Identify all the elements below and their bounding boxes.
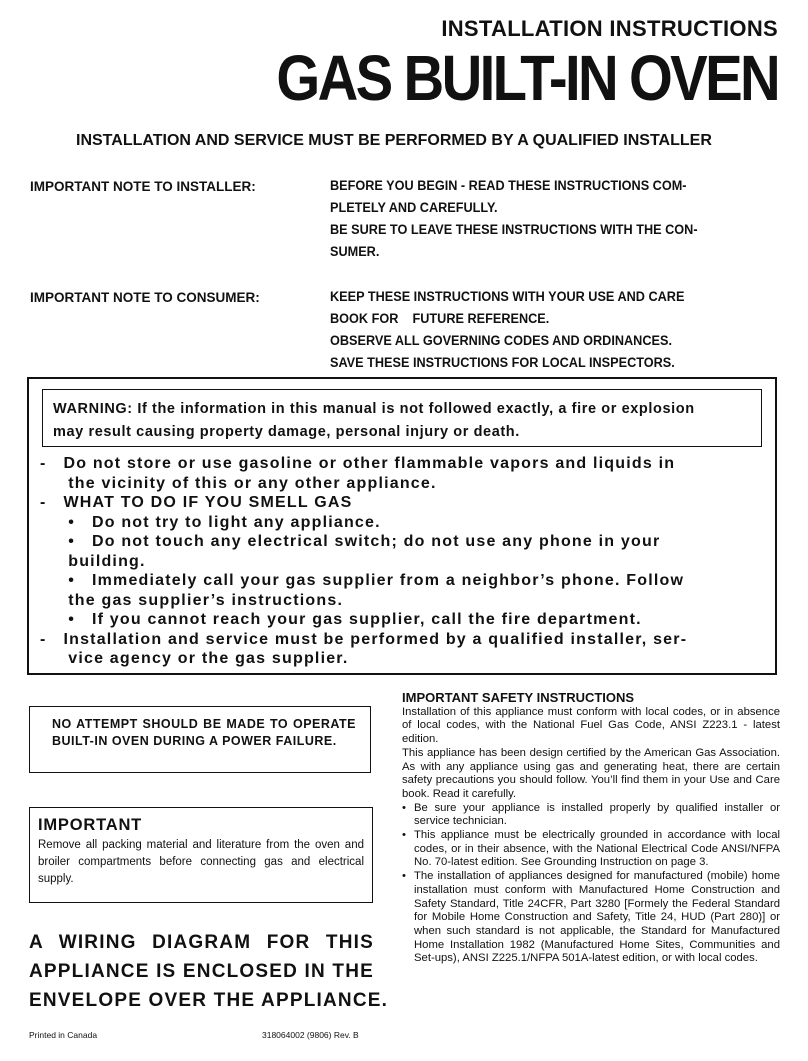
consumer-note-label: IMPORTANT NOTE TO CONSUMER: bbox=[30, 290, 260, 305]
page-title: GAS BUILT-IN OVEN bbox=[276, 42, 778, 114]
warning-list-line: - WHAT TO DO IF YOU SMELL GAS bbox=[40, 494, 353, 511]
installer-note-line: SUMER. bbox=[330, 244, 380, 259]
warning-list-line: building. bbox=[40, 552, 146, 570]
wiring-line: ENVELOPE OVER THE APPLIANCE. bbox=[29, 990, 389, 1011]
safety-bullet bbox=[402, 829, 780, 870]
bullet-icon: • bbox=[402, 870, 406, 883]
bullet-icon: • bbox=[402, 829, 406, 842]
safety-bullet-text: The installation of appliances designed for manufactured (mobile) home installation must conform with Manufactured Home Construction and Safety Standard, Title 24CFR, Part 3280 [Formely the Federal Standard for Mobile Home Construction and Safety, Title 24, HUD (Part 280)] or when such standard is not applicable, the Standard for Manufactured Home Installation 1982 (Manufactured Home Sites, Communities and Set-ups), ANSI Z225.1/NFPA 501A-latest edition, or with local codes. bbox=[414, 870, 780, 965]
bullet-icon: • bbox=[402, 801, 406, 814]
wiring-diagram-note bbox=[29, 928, 389, 1015]
footer-part-number: 318064002 (9806) Rev. B bbox=[262, 1030, 359, 1040]
warning-list-line: the vicinity of this or any other appliance. bbox=[40, 474, 437, 492]
warning-list-line: - Do not store or use gasoline or other flammable vapors and liquids in bbox=[40, 455, 676, 472]
installer-note-text bbox=[330, 175, 755, 263]
warning-statement bbox=[42, 389, 762, 447]
warning-list-line: - Installation and service must be performed by a qualified installer, ser- bbox=[40, 630, 688, 648]
wiring-line: APPLIANCE IS ENCLOSED IN THE bbox=[29, 961, 375, 982]
important-title: IMPORTANT bbox=[38, 816, 143, 834]
installer-note-line: BE SURE TO LEAVE THESE INSTRUCTIONS WITH THE CON- bbox=[330, 222, 698, 237]
warning-list-line: the gas supplier’s instructions. bbox=[40, 591, 344, 609]
warning-line: may result causing property damage, personal injury or death. bbox=[53, 424, 520, 440]
safety-bullet-text: Be sure your appliance is installed properly by qualified installer or service technician. bbox=[414, 801, 780, 828]
warning-list-line: vice agency or the gas supplier. bbox=[40, 650, 349, 667]
installer-note-line: PLETELY AND CAREFULLY. bbox=[330, 200, 498, 215]
power-failure-note: NO ATTEMPT SHOULD BE MADE TO OPERATE BUILT-IN OVEN DURING A POWER FAILURE. bbox=[29, 706, 371, 773]
consumer-note-line: BOOK FOR FUTURE REFERENCE. bbox=[330, 311, 550, 326]
installer-note-line: BEFORE YOU BEGIN - READ THESE INSTRUCTIONS COM- bbox=[330, 178, 687, 193]
header-small-title: INSTALLATION INSTRUCTIONS bbox=[441, 16, 778, 41]
important-text: Remove all packing material and literature from the oven and broiler compartments before connecting gas and electrical supply. bbox=[38, 839, 364, 885]
important-box bbox=[29, 807, 373, 903]
wiring-line: A WIRING DIAGRAM FOR THIS bbox=[29, 932, 374, 953]
installer-note-label: IMPORTANT NOTE TO INSTALLER: bbox=[30, 179, 256, 194]
warning-list-line: • Do not try to light any appliance. bbox=[40, 513, 381, 531]
warning-list bbox=[40, 454, 770, 669]
warning-list-line: • If you cannot reach your gas supplier, call the fire department. bbox=[40, 611, 642, 628]
safety-bullet-text: This appliance must be electrically grounded in accordance with local codes, or in their absence, with the National Electrical Code ANSI/NFPA No. 70-latest edition. See Grounding Instruction on page 3. bbox=[414, 829, 780, 869]
warning-list-line: • Do not touch any electrical switch; do not use any phone in your bbox=[40, 533, 661, 550]
safety-paragraph: Installation of this appliance must conform with local codes, or in absence of local codes, with the National Fuel Gas Code, ANSI Z223.1 - latest edition. bbox=[402, 705, 780, 746]
warning-line: WARNING: If the information in this manual is not followed exactly, a fire or explosion bbox=[53, 401, 695, 417]
warning-list-line: • Immediately call your gas supplier from a neighbor’s phone. Follow bbox=[40, 572, 685, 589]
consumer-note-text bbox=[330, 286, 755, 374]
safety-instructions bbox=[402, 691, 780, 966]
header-subtitle: INSTALLATION AND SERVICE MUST BE PERFORMED BY A QUALIFIED INSTALLER bbox=[76, 132, 712, 149]
safety-paragraph: This appliance has been design certified by the American Gas Association. As with any appliance using gas and generating heat, there are certain safety precautions you should follow. You’ll find them in your Use and Care book. Read it carefully. bbox=[402, 746, 780, 800]
consumer-note-line: OBSERVE ALL GOVERNING CODES AND ORDINANCES. bbox=[330, 333, 672, 348]
footer-printed: Printed in Canada bbox=[29, 1030, 98, 1040]
consumer-note-line: KEEP THESE INSTRUCTIONS WITH YOUR USE AND CARE bbox=[330, 289, 685, 304]
safety-bullet bbox=[402, 802, 780, 829]
consumer-note-line: SAVE THESE INSTRUCTIONS FOR LOCAL INSPECTORS. bbox=[330, 355, 675, 370]
safety-title: IMPORTANT SAFETY INSTRUCTIONS bbox=[402, 690, 635, 705]
safety-bullet bbox=[402, 870, 780, 966]
